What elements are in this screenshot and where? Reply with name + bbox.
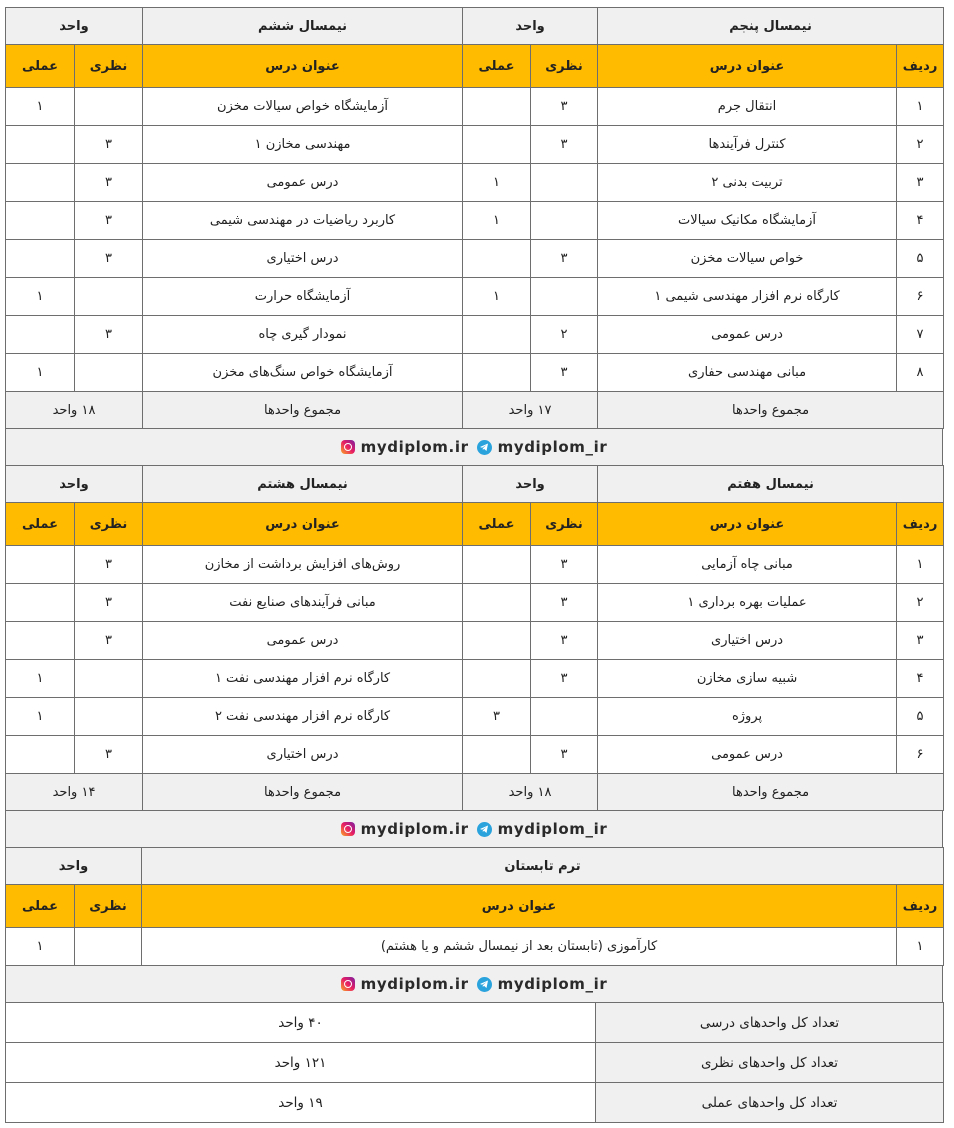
practical-units — [6, 622, 75, 660]
telegram-handle-group[interactable] — [477, 975, 608, 993]
course-title: روش‌های افزایش برداشت از مخازن — [143, 546, 463, 584]
table-row — [6, 316, 944, 354]
row-number: ۶ — [897, 278, 944, 316]
theory-units: ۳ — [531, 622, 598, 660]
semester-6-unit-label: واحد — [6, 8, 143, 45]
course-title: مبانی چاه آزمایی — [598, 546, 897, 584]
theory-units — [75, 88, 143, 126]
semesters-7-8-table — [5, 465, 944, 811]
theory-units: ۳ — [75, 202, 143, 240]
course-title: درس اختیاری — [143, 240, 463, 278]
total-label: تعداد کل واحدهای عملی — [596, 1083, 944, 1123]
summer-title: ترم تابستان — [142, 848, 944, 885]
row-number: ۲ — [897, 584, 944, 622]
row-number: ۶ — [897, 736, 944, 774]
header-theory: نظری — [75, 885, 142, 928]
practical-units — [463, 584, 531, 622]
semesters-5-6-table — [5, 7, 944, 429]
total-row — [6, 1043, 944, 1083]
theory-units: ۳ — [75, 164, 143, 202]
theory-units: ۳ — [75, 736, 143, 774]
curriculum-sheet — [5, 7, 943, 1123]
semester-6-title: نیمسال ششم — [143, 8, 463, 45]
telegram-icon — [477, 440, 492, 455]
theory-units: ۳ — [531, 660, 598, 698]
table-row — [6, 202, 944, 240]
header-practical: عملی — [6, 503, 75, 546]
practical-units — [6, 584, 75, 622]
theory-units — [75, 928, 142, 966]
practical-units — [6, 164, 75, 202]
telegram-handle: mydiplom_ir — [497, 438, 608, 456]
course-title: مهندسی مخازن ۱ — [143, 126, 463, 164]
semester-8-sum-label: مجموع واحدها — [143, 774, 463, 811]
theory-units: ۳ — [75, 584, 143, 622]
row-number: ۷ — [897, 316, 944, 354]
row-number: ۴ — [897, 660, 944, 698]
semester-5-sum-label: مجموع واحدها — [598, 392, 944, 429]
header-practical: عملی — [463, 503, 531, 546]
instagram-handle-group[interactable] — [341, 975, 469, 993]
brand-bar — [5, 966, 943, 1002]
sum-row — [6, 774, 944, 811]
theory-units: ۳ — [531, 584, 598, 622]
row-number: ۱ — [897, 546, 944, 584]
theory-units: ۳ — [75, 126, 143, 164]
instagram-icon — [341, 822, 355, 836]
theory-units: ۳ — [531, 240, 598, 278]
telegram-handle: mydiplom_ir — [497, 820, 608, 838]
theory-units — [531, 278, 598, 316]
row-number: ۱ — [897, 88, 944, 126]
table-row — [6, 354, 944, 392]
header-practical: عملی — [6, 45, 75, 88]
table-row — [6, 546, 944, 584]
theory-units: ۲ — [531, 316, 598, 354]
course-title: تربیت بدنی ۲ — [598, 164, 897, 202]
header-course-title: عنوان درس — [142, 885, 897, 928]
course-title: آزمایشگاه حرارت — [143, 278, 463, 316]
semester-5-unit-label: واحد — [463, 8, 598, 45]
semester-8-unit-label: واحد — [6, 466, 143, 503]
practical-units: ۱ — [6, 88, 75, 126]
semester-title-row — [6, 8, 944, 45]
header-course-title: عنوان درس — [143, 503, 463, 546]
brand-bar — [5, 811, 943, 847]
course-title: درس عمومی — [143, 164, 463, 202]
table-row — [6, 584, 944, 622]
instagram-icon — [341, 977, 355, 991]
practical-units — [463, 88, 531, 126]
course-title: خواص سیالات مخزن — [598, 240, 897, 278]
row-number: ۵ — [897, 240, 944, 278]
column-header-row — [6, 885, 944, 928]
header-theory: نظری — [75, 503, 143, 546]
header-practical: عملی — [463, 45, 531, 88]
course-title: آزمایشگاه مکانیک سیالات — [598, 202, 897, 240]
theory-units — [75, 278, 143, 316]
row-number: ۴ — [897, 202, 944, 240]
telegram-handle: mydiplom_ir — [497, 975, 608, 993]
course-title: درس عمومی — [598, 736, 897, 774]
practical-units — [6, 736, 75, 774]
header-course-title: عنوان درس — [598, 503, 897, 546]
header-practical: عملی — [6, 885, 75, 928]
theory-units: ۳ — [75, 622, 143, 660]
table-row — [6, 240, 944, 278]
theory-units — [531, 698, 598, 736]
table-row — [6, 126, 944, 164]
table-row — [6, 928, 944, 966]
course-title: انتقال جرم — [598, 88, 897, 126]
telegram-handle-group[interactable] — [477, 438, 608, 456]
practical-units — [6, 316, 75, 354]
theory-units: ۳ — [75, 546, 143, 584]
semester-6-total: ۱۸ واحد — [6, 392, 143, 429]
practical-units — [6, 202, 75, 240]
instagram-handle: mydiplom.ir — [360, 438, 469, 456]
telegram-icon — [477, 822, 492, 837]
course-title: پروژه — [598, 698, 897, 736]
course-title: مبانی فرآیندهای صنایع نفت — [143, 584, 463, 622]
course-title: کارگاه نرم افزار مهندسی نفت ۱ — [143, 660, 463, 698]
table-row — [6, 278, 944, 316]
total-label: تعداد کل واحدهای درسی — [596, 1003, 944, 1043]
table-row — [6, 736, 944, 774]
course-title: مبانی مهندسی حفاری — [598, 354, 897, 392]
semester-6-sum-label: مجموع واحدها — [143, 392, 463, 429]
semester-7-title: نیمسال هفتم — [598, 466, 944, 503]
semesters-7-8-rows — [6, 546, 944, 774]
practical-units — [6, 240, 75, 278]
practical-units — [6, 546, 75, 584]
row-number: ۵ — [897, 698, 944, 736]
course-title: عملیات بهره برداری ۱ — [598, 584, 897, 622]
practical-units: ۱ — [6, 354, 75, 392]
practical-units — [463, 316, 531, 354]
semester-title-row — [6, 466, 944, 503]
practical-units: ۱ — [6, 660, 75, 698]
total-value: ۱۹ واحد — [6, 1083, 596, 1123]
row-number: ۲ — [897, 126, 944, 164]
theory-units — [75, 354, 143, 392]
semester-7-unit-label: واحد — [463, 466, 598, 503]
instagram-handle-group[interactable] — [341, 438, 469, 456]
total-row — [6, 1083, 944, 1123]
header-theory: نظری — [531, 45, 598, 88]
summer-table — [5, 847, 944, 966]
theory-units: ۳ — [75, 316, 143, 354]
summer-unit-label: واحد — [6, 848, 142, 885]
semester-5-total: ۱۷ واحد — [463, 392, 598, 429]
theory-units — [531, 164, 598, 202]
theory-units: ۳ — [531, 126, 598, 164]
practical-units: ۱ — [463, 202, 531, 240]
total-row — [6, 1003, 944, 1043]
row-number: ۸ — [897, 354, 944, 392]
practical-units: ۱ — [6, 928, 75, 966]
total-label: تعداد کل واحدهای نظری — [596, 1043, 944, 1083]
theory-units — [75, 698, 143, 736]
theory-units: ۳ — [531, 88, 598, 126]
course-title: شبیه سازی مخازن — [598, 660, 897, 698]
practical-units: ۳ — [463, 698, 531, 736]
theory-units: ۳ — [531, 354, 598, 392]
total-value: ۴۰ واحد — [6, 1003, 596, 1043]
table-row — [6, 164, 944, 202]
row-number: ۳ — [897, 164, 944, 202]
table-row — [6, 698, 944, 736]
row-number: ۳ — [897, 622, 944, 660]
semester-8-total: ۱۴ واحد — [6, 774, 143, 811]
course-title: آزمایشگاه خواص سیالات مخزن — [143, 88, 463, 126]
theory-units: ۳ — [531, 736, 598, 774]
semester-7-total: ۱۸ واحد — [463, 774, 598, 811]
header-theory: نظری — [75, 45, 143, 88]
course-title: درس اختیاری — [598, 622, 897, 660]
practical-units — [463, 660, 531, 698]
totals-table — [5, 1002, 944, 1123]
theory-units: ۳ — [75, 240, 143, 278]
course-title: درس اختیاری — [143, 736, 463, 774]
table-row — [6, 660, 944, 698]
brand-bar — [5, 429, 943, 465]
course-title: کنترل فرآیندها — [598, 126, 897, 164]
practical-units — [463, 546, 531, 584]
practical-units — [6, 126, 75, 164]
column-header-row — [6, 45, 944, 88]
semester-7-sum-label: مجموع واحدها — [598, 774, 944, 811]
semester-8-title: نیمسال هشتم — [143, 466, 463, 503]
course-title: درس عمومی — [143, 622, 463, 660]
course-title: کارگاه نرم افزار مهندسی شیمی ۱ — [598, 278, 897, 316]
course-title: کاربرد ریاضیات در مهندسی شیمی — [143, 202, 463, 240]
theory-units — [75, 660, 143, 698]
course-title: کارآموزی (تابستان بعد از نیمسال ششم و یا هشتم) — [142, 928, 897, 966]
header-row-number: ردیف — [897, 45, 944, 88]
semesters-5-6-rows — [6, 88, 944, 392]
course-title: کارگاه نرم افزار مهندسی نفت ۲ — [143, 698, 463, 736]
column-header-row — [6, 503, 944, 546]
practical-units: ۱ — [463, 164, 531, 202]
practical-units: ۱ — [6, 698, 75, 736]
instagram-handle: mydiplom.ir — [360, 975, 469, 993]
row-number: ۱ — [897, 928, 944, 966]
theory-units — [531, 202, 598, 240]
sum-row — [6, 392, 944, 429]
instagram-icon — [341, 440, 355, 454]
practical-units: ۱ — [463, 278, 531, 316]
practical-units — [463, 736, 531, 774]
theory-units: ۳ — [531, 546, 598, 584]
course-title: نمودار گیری چاه — [143, 316, 463, 354]
header-course-title: عنوان درس — [143, 45, 463, 88]
telegram-icon — [477, 977, 492, 992]
header-row-number: ردیف — [897, 885, 944, 928]
course-title: درس عمومی — [598, 316, 897, 354]
telegram-handle-group[interactable] — [477, 820, 608, 838]
practical-units — [463, 240, 531, 278]
semester-5-title: نیمسال پنجم — [598, 8, 944, 45]
instagram-handle-group[interactable] — [341, 820, 469, 838]
header-theory: نظری — [531, 503, 598, 546]
practical-units: ۱ — [6, 278, 75, 316]
table-row — [6, 88, 944, 126]
header-row-number: ردیف — [897, 503, 944, 546]
practical-units — [463, 126, 531, 164]
instagram-handle: mydiplom.ir — [360, 820, 469, 838]
total-value: ۱۲۱ واحد — [6, 1043, 596, 1083]
summer-title-row — [6, 848, 944, 885]
table-row — [6, 622, 944, 660]
practical-units — [463, 354, 531, 392]
practical-units — [463, 622, 531, 660]
header-course-title: عنوان درس — [598, 45, 897, 88]
course-title: آزمایشگاه خواص سنگ‌های مخزن — [143, 354, 463, 392]
